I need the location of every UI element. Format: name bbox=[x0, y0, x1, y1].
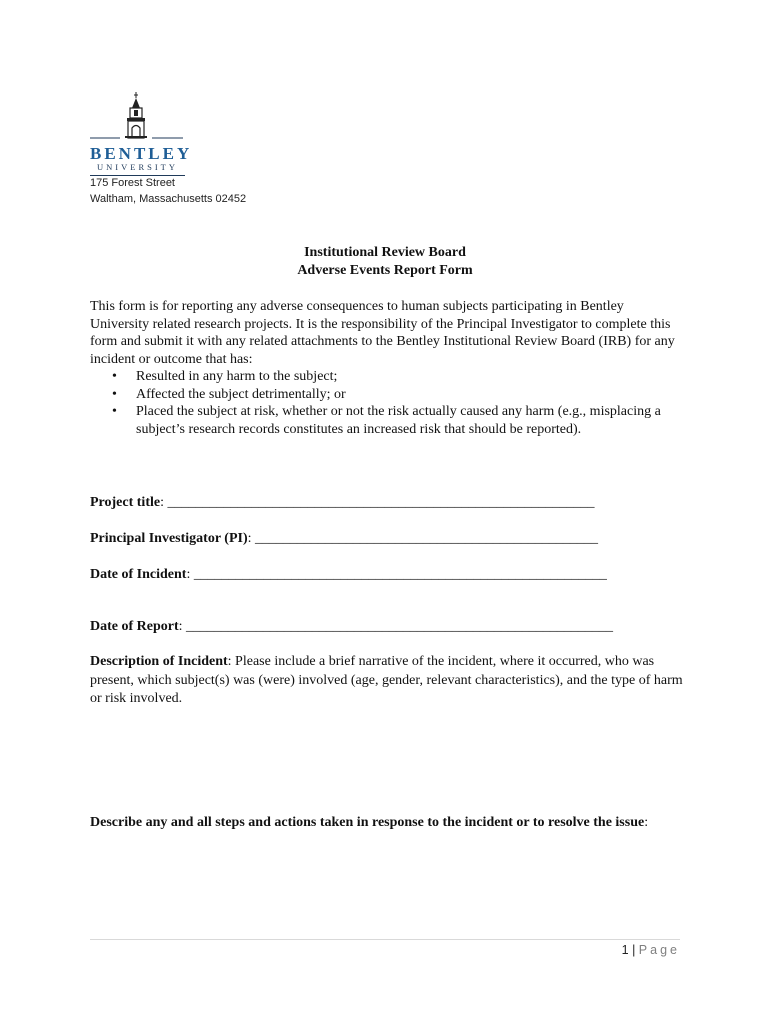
bullet-icon: • bbox=[112, 404, 117, 419]
page-label: Page bbox=[638, 943, 680, 957]
address-line-2: Waltham, Massachusetts 02452 bbox=[90, 193, 247, 205]
project-title-label: Project title bbox=[90, 495, 161, 510]
description-section bbox=[90, 653, 686, 709]
bullet-icon: • bbox=[112, 369, 117, 384]
page-number: 1 bbox=[621, 943, 629, 957]
list-item bbox=[90, 403, 686, 438]
label-colon: : bbox=[644, 815, 649, 830]
logo-subtitle: UNIVERSITY bbox=[97, 162, 178, 172]
bell-tower-icon bbox=[90, 92, 185, 142]
description-text: : Please include a brief narrative of the incident, where it occurred, who was present, which subject(s) was (were) involved (age, gender, relevant characteristics), and the type of harm or risk involved. bbox=[90, 654, 683, 706]
steps-section bbox=[90, 814, 686, 832]
document-title bbox=[90, 244, 680, 280]
project-title-field bbox=[90, 494, 594, 512]
logo-name: BENTLEY bbox=[90, 144, 193, 163]
date-of-incident-label: Date of Incident bbox=[90, 567, 187, 582]
bentley-logo bbox=[90, 92, 193, 176]
title-line-2: Adverse Events Report Form bbox=[297, 263, 473, 278]
label-colon: : bbox=[247, 531, 252, 546]
label-colon: : bbox=[186, 567, 191, 582]
page-footer bbox=[622, 943, 680, 957]
date-of-report-label: Date of Report bbox=[90, 619, 179, 634]
address-line-1: 175 Forest Street bbox=[90, 177, 175, 189]
label-colon: : bbox=[178, 619, 183, 634]
bullet-text: Placed the subject at risk, whether or not the risk actually caused any harm (e.g., misplacing a subject’s research records constitutes an increased risk that should be reported). bbox=[136, 404, 661, 437]
intro-paragraph: This form is for reporting any adverse consequences to human subjects participating in Bentley University related research projects. It is the responsibility of the Principal Investigator to complete this form and submit it with any related attachments to the Bentley Institutional Review Board (IRB) for any incident or outcome that has: bbox=[90, 299, 675, 367]
date-of-incident-blank[interactable]: ___________________________________________________________ bbox=[193, 567, 607, 582]
description-label: Description of Incident bbox=[90, 654, 228, 669]
date-of-report-blank[interactable]: _____________________________________________________________ bbox=[186, 619, 614, 634]
pi-field bbox=[90, 530, 598, 548]
intro-section bbox=[90, 298, 686, 438]
list-item bbox=[90, 386, 686, 404]
bullet-text: Resulted in any harm to the subject; bbox=[136, 369, 338, 384]
footer-divider bbox=[90, 939, 680, 940]
intro-bullet-list bbox=[90, 368, 686, 438]
date-of-incident-field bbox=[90, 566, 607, 584]
list-item bbox=[90, 368, 686, 386]
pi-label: Principal Investigator (PI) bbox=[90, 531, 248, 546]
pi-blank[interactable]: _________________________________________________ bbox=[255, 531, 599, 546]
footer-separator: | bbox=[632, 943, 636, 957]
steps-label: Describe any and all steps and actions taken in response to the incident or to resolve the issue bbox=[90, 815, 645, 830]
bullet-text: Affected the subject detrimentally; or bbox=[136, 386, 346, 402]
address-block bbox=[90, 175, 246, 207]
project-title-blank[interactable]: _____________________________________________________________ bbox=[167, 495, 595, 510]
title-line-1: Institutional Review Board bbox=[304, 245, 466, 260]
date-of-report-field bbox=[90, 618, 613, 636]
label-colon: : bbox=[160, 495, 164, 510]
bullet-icon: • bbox=[112, 386, 117, 402]
